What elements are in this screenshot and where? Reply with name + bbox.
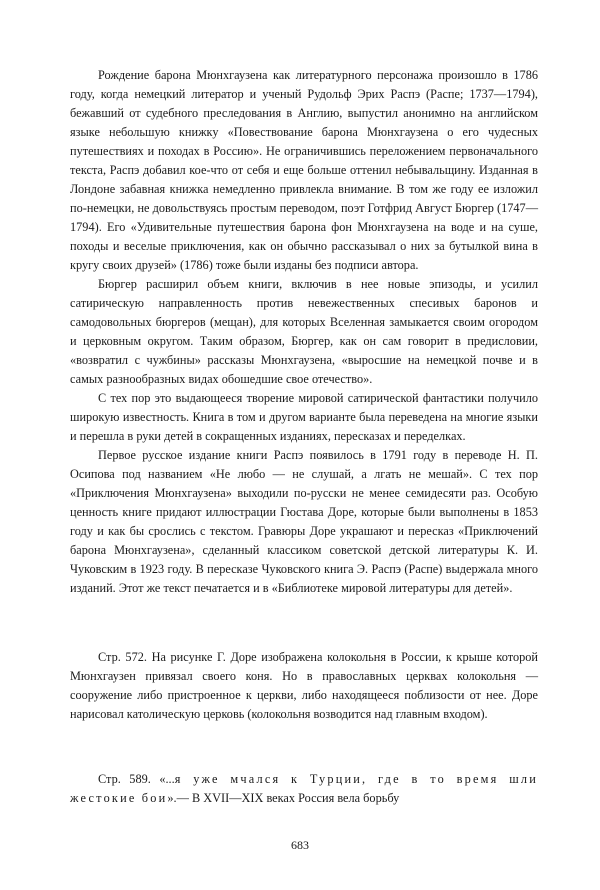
page-number: 683 <box>291 838 309 852</box>
quoted-phrase: я уже мчался к Турции, где в то время шли жестокие бои <box>70 772 539 805</box>
paragraph: Первое русское издание книги Распэ появилось в 1791 году в переводе Н. П. Осипова под названием «Не любо — не слушай, а лгать не мешай». С тех пор «Приключения Мюнхгаузена» выходили по-русски не менее семидесяти раз. Особую ценность книге придают иллюстрации Гюстава Доре, которые были выполнены в 1853 году и как бы срослись с текстом. Гравюры Доре украшают и пересказ «Приключений барона Мюнхгаузена», сделанный классиком советской детской литературы К. И. Чуковским в 1923 году. В пересказе Чуковского книга Э. Распэ (Распе) выдержала много изданий. Этот же текст печатается и в «Библиотеке мировой литературы для детей». <box>70 448 538 595</box>
note-reference: Стр. 589. «... <box>98 772 175 786</box>
paragraph: Бюргер расширил объем книги, включив в нее новые эпизоды, и усилил сатирическую направленность против невежественных спесивых баронов и самодовольных бюргеров (мещан), для которых Вселенная замыкается своим огородом и церковным округом. Таким образом, Бюргер, как он сам говорит в предисловии, «возвратил с чужбины» рассказы Мюнхгаузена, «выросшие на немецкой почве и в самых разнообразных видах обошедшие свое отечество». <box>70 277 538 386</box>
main-text <box>70 66 538 598</box>
note-text: Стр. 572. На рисунке Г. Доре изображена колокольня в России, к крыше которой Мюнхгаузен привязал своего коня. Но в православных церквах колокольня — сооружение либо пристроенное к церкви, либо находящееся поблизости от нее. Доре нарисовал католическую церковь (колокольня возводится над главным входом). <box>70 650 538 721</box>
paragraph: С тех пор это выдающееся творение мировой сатирической фантастики получило широкую известность. Книга в том и другом варианте была переведена на многие языки и перешла в руки детей в сокращенных изданиях, пересказах и переделках. <box>70 391 538 443</box>
commentary-note <box>70 770 538 808</box>
paragraph: Рождение барона Мюнхгаузена как литературного персонажа произошло в 1786 году, когда немецкий литератор и ученый Рудольф Эрих Распэ (Распе; 1737—1794), бежавший от судебного преследования в Англию, выпустил анонимно на английском языке небольшую книжку «Повествование барона Мюнхгаузена о его чудесных путешествиях и походах в Россию». Не ограничившись переложением первоначального текста, Распэ добавил кое-что от себя и еще больше оттенил небывальщину. Изданная в Лондоне забавная книжка немедленно привлекла внимание. В том же году ее изложил по-немецки, не довольствуясь простым переводом, поэт Готфрид Август Бюргер (1747—1794). Его «Удивительные путешествия барона фон Мюнхгаузена на воде и на суше, походы и веселые приключения, как он обычно рассказывал о них за бутылкой вина в кругу своих друзей» (1786) тоже были изданы без подписи автора. <box>70 68 538 272</box>
note-text <box>70 770 538 808</box>
note-continuation: ».— В XVII—XIX веках Россия вела борьбу <box>167 791 400 805</box>
commentary-note <box>70 648 538 724</box>
